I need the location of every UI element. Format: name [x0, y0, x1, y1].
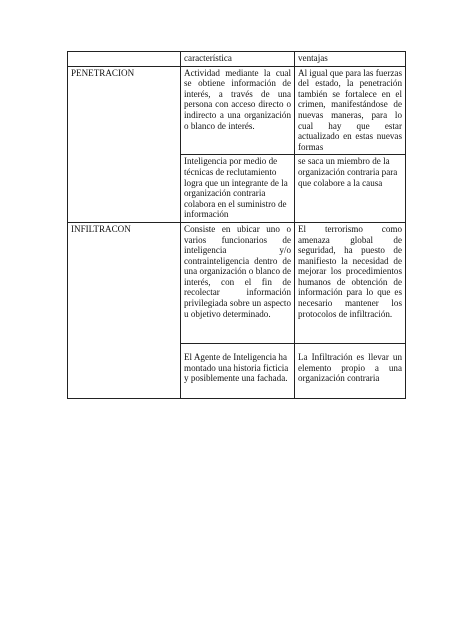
row-label-infiltracion: INFILTRACON	[68, 222, 181, 398]
table-row	[68, 66, 406, 155]
row-label-penetracion: PENETRACION	[68, 66, 181, 222]
ventajas-cell: Al igual que para las fuerzas del estado, la penetración también se fortalece en el crimen, manifestándose de nuevas maneras, para lo cual hay que estar actualizado en estas nuevas formas	[295, 66, 406, 155]
header-cell-empty	[68, 52, 181, 67]
comparison-table	[67, 51, 406, 399]
table-header-row	[68, 52, 406, 67]
header-cell-caracteristica: característica	[181, 52, 295, 67]
header-cell-ventajas: ventajas	[295, 52, 406, 67]
caracteristica-cell: Actividad mediante la cual se obtiene información de interés, a través de una persona con acceso directo o indirecto a una organización o blanco de interés.	[181, 66, 295, 155]
table-row	[68, 222, 406, 343]
ventajas-cell: La Infiltración es llevar un elemento propio a una organización contraria	[295, 343, 406, 398]
caracteristica-cell: Inteligencia por medio de técnicas de reclutamiento logra que un integrante de la organización contraria colabora en el suministro de información	[181, 155, 295, 223]
ventajas-cell: El terrorismo como amenaza global de seguridad, ha puesto de manifiesto la necesidad de mejorar los procedimientos humanos de obtención de información para lo que es necesario mantener los protocolos de infiltración.	[295, 222, 406, 343]
caracteristica-cell: Consiste en ubicar uno o varios funcionarios de inteligencia y/o contrainteligencia dentro de una organización o blanco de interés, con el fin de recolectar información privilegiada sobre un aspecto u objetivo determinado.	[181, 222, 295, 343]
ventajas-cell: se saca un miembro de la organización contraria para que colabore a la causa	[295, 155, 406, 223]
caracteristica-cell: El Agente de Inteligencia ha montado una historia ficticia y posiblemente una fachada.	[181, 343, 295, 398]
